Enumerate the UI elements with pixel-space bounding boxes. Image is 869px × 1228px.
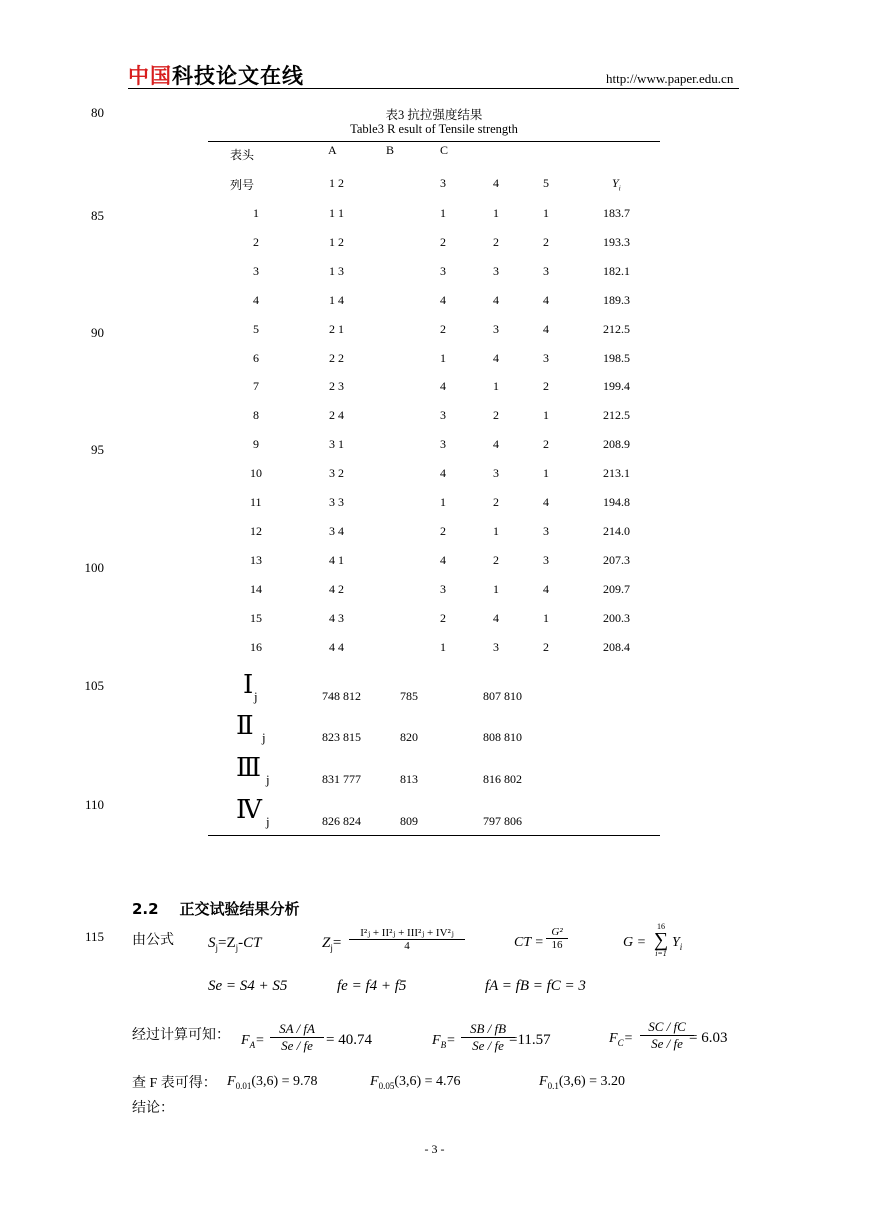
table-row-number: 4 — [253, 292, 259, 307]
table-cell: 3 3 — [329, 495, 344, 509]
table-cell: 3 — [493, 321, 499, 336]
formula-g-term: $Y_i$ — [672, 935, 683, 952]
table-row-number: 15 — [250, 610, 262, 625]
table-header-label: 表头 — [230, 148, 255, 162]
line-number: 110 — [84, 797, 104, 812]
table-cell: 4 3 — [329, 610, 344, 625]
formula-fabc: fA = fB = fC = 3 — [485, 978, 586, 994]
formula-g-sum: 16 ∑ i=1 — [653, 922, 669, 958]
table-top-rule — [208, 141, 660, 142]
table-cell: 1 — [440, 350, 446, 365]
table-cell: 2 — [493, 552, 499, 567]
table-cell: 1 — [440, 206, 446, 220]
formula-g-lhs: G = — [623, 935, 647, 950]
calc-fc-fraction: $\frac{SC / fC}{Se / fe}$ — [640, 1019, 694, 1052]
line-number: 100 — [84, 560, 104, 575]
table-cell: 2 — [543, 234, 549, 249]
calc-fa-value: = 40.74 — [326, 1032, 372, 1048]
table-cell: 4 — [493, 350, 499, 365]
table-cell: 194.8 — [603, 495, 630, 509]
sum-cell: 797 806 — [483, 814, 522, 828]
table-cell: 4 — [493, 437, 499, 452]
table-row-number: 12 — [250, 523, 262, 538]
table-cell: 4 — [493, 610, 499, 625]
sum-row-label: Ⅰ — [243, 670, 254, 700]
table-cell: 4 2 — [329, 581, 344, 596]
table-cell: 214.0 — [603, 523, 630, 538]
table-cell: 1 — [493, 581, 499, 596]
table-cell: 1 — [543, 408, 549, 423]
table-cell: 3 — [543, 350, 549, 365]
sum-row-subscript: j — [254, 689, 258, 704]
table-caption-cn: 表3 抗拉强度结果 — [385, 108, 483, 122]
table-cell: 182.1 — [603, 263, 630, 278]
line-number: 115 — [84, 929, 104, 944]
calc-fb-lhs: $F_B=$ — [432, 1033, 456, 1050]
table-cell: 207.3 — [603, 552, 630, 567]
table-cell: 193.3 — [603, 234, 630, 249]
table-cell: 2 — [493, 495, 499, 509]
table-cell: 2 — [493, 234, 499, 249]
line-number: 90 — [91, 325, 104, 340]
table-cell: 1 4 — [329, 292, 344, 307]
calc-fb-fraction: $\frac{SB / fB}{Se / fe}$ — [461, 1021, 515, 1054]
table-cell: 2 — [493, 408, 499, 423]
table-col-5: 5 — [543, 176, 549, 190]
table-col-12: 1 2 — [329, 176, 344, 190]
sum-row-subscript: j — [262, 730, 266, 745]
sum-row-subscript: j — [266, 772, 270, 787]
table-row-number: 13 — [250, 552, 262, 567]
sum-cell: 808 810 — [483, 730, 522, 744]
table-header-b: B — [386, 143, 395, 157]
site-logo — [128, 60, 304, 90]
table-cell: 212.5 — [603, 321, 630, 336]
sum-cell: 823 815 — [322, 730, 361, 744]
table-cell: 1 — [440, 495, 446, 509]
table-col-4: 4 — [493, 176, 499, 190]
table-cell: 4 — [543, 581, 549, 596]
table-cell: 4 — [543, 292, 549, 307]
table-cell: 2 2 — [329, 350, 344, 365]
table-header-c: C — [440, 143, 449, 157]
table-row-number: 3 — [253, 263, 259, 278]
table-row-number: 8 — [253, 408, 259, 423]
sum-cell: 816 802 — [483, 772, 522, 786]
table-cell: 4 — [543, 495, 549, 509]
sum-cell: 826 824 — [322, 814, 361, 828]
sum-cell: 820 — [400, 730, 418, 744]
sum-cell: 813 — [400, 772, 418, 786]
table-cell: 4 1 — [329, 552, 344, 567]
logo-text: 科技论文在线 — [172, 64, 304, 88]
sum-cell: 748 812 — [322, 689, 361, 703]
ftable-label: 查 F 表可得： — [132, 1076, 217, 1091]
line-number: 105 — [84, 678, 104, 693]
page-number: - 3 - — [424, 1142, 445, 1156]
table-cell: 3 1 — [329, 437, 344, 452]
table-row-number: 7 — [253, 379, 259, 394]
calc-fc-lhs: $F_C=$ — [609, 1031, 634, 1048]
table-cell: 2 1 — [329, 321, 344, 336]
ftable-f001: $F_{0.01}(3,6) = 9.78$ — [227, 1074, 318, 1091]
section-title: 正交试验结果分析 — [179, 900, 300, 918]
table-cell: 209.7 — [603, 581, 630, 596]
header-url[interactable]: http://www.paper.edu.cn — [606, 71, 734, 86]
table-cell: 3 2 — [329, 466, 344, 481]
calc-fc-value: = 6.03 — [689, 1030, 728, 1046]
sum-row-label: Ⅱ — [236, 711, 254, 741]
table-cell: 2 — [543, 379, 549, 394]
ftable-f01: $F_{0.1}(3,6) = 3.20$ — [539, 1074, 626, 1091]
table-cell: 183.7 — [603, 206, 630, 220]
table-cell: 2 4 — [329, 408, 344, 423]
table-row-number: 16 — [250, 639, 262, 654]
table-cell: 4 — [440, 379, 446, 394]
sum-cell: 785 — [400, 689, 418, 703]
table-cell: 1 — [493, 379, 499, 394]
table-cell: 2 — [440, 610, 446, 625]
table-header-a: A — [328, 143, 337, 157]
calc-label: 经过计算可知： — [132, 1028, 230, 1043]
table-cell: 3 — [440, 437, 446, 452]
formula-ct-fraction: $\frac{\text{G²}}{16}$ — [546, 926, 568, 951]
table-cell: 212.5 — [603, 408, 630, 423]
ftable-f005: $F_{0.05}(3,6) = 4.76$ — [370, 1074, 461, 1091]
calc-fa-fraction: $\frac{SA / fA}{Se / fe}$ — [270, 1021, 324, 1054]
line-number: 95 — [91, 442, 104, 457]
table-cell: 3 — [543, 552, 549, 567]
table-row-number: 2 — [253, 234, 259, 249]
table-cell: 213.1 — [603, 466, 630, 481]
table-cell: 198.5 — [603, 350, 630, 365]
logo-red-text: 中国 — [128, 64, 172, 88]
table-col-y: $Y_i$ — [612, 176, 621, 193]
table-cell: 1 — [543, 206, 549, 220]
formula-sj: $S_j=Z_j-CT$ — [208, 935, 262, 953]
sum-cell: 831 777 — [322, 772, 361, 786]
formula-zj-lhs: $Z_j=$ — [322, 935, 342, 953]
table-cell: 4 — [440, 552, 446, 567]
table-cell: 3 — [493, 263, 499, 278]
table-cell: 3 — [543, 263, 549, 278]
table-cell: 3 4 — [329, 523, 344, 538]
table-cell: 189.3 — [603, 292, 630, 307]
sum-cell: 807 810 — [483, 689, 522, 703]
table-column-label: 列号 — [230, 178, 255, 192]
table-cell: 1 — [493, 206, 499, 220]
header-rule — [128, 88, 739, 89]
sum-row-label: Ⅳ — [236, 795, 262, 825]
table-cell: 1 — [543, 610, 549, 625]
table-row-number: 14 — [250, 581, 262, 596]
table-cell: 200.3 — [603, 610, 630, 625]
table-cell: 4 — [543, 321, 549, 336]
table-cell: 3 — [440, 263, 446, 278]
table-row-number: 11 — [250, 495, 262, 509]
table-cell: 2 — [440, 321, 446, 336]
sum-row-label: Ⅲ — [236, 753, 262, 783]
line-number: 80 — [91, 105, 104, 120]
table-cell: 1 — [543, 466, 549, 481]
calc-fb-value: =11.57 — [509, 1032, 551, 1048]
sum-row-subscript: j — [266, 814, 270, 829]
table-row-number: 10 — [250, 466, 262, 481]
formula-fe: fe = f4 + f5 — [337, 978, 407, 994]
table-cell: 208.4 — [603, 639, 630, 654]
table-caption-en: Table3 R esult of Tensile strength — [350, 122, 518, 136]
table-cell: 199.4 — [603, 379, 630, 394]
formula-intro: 由公式 — [132, 933, 174, 948]
table-cell: 3 — [493, 639, 499, 654]
table-row-number: 9 — [253, 437, 259, 452]
table-cell: 2 — [440, 523, 446, 538]
table-row-number: 5 — [253, 321, 259, 336]
section-number: 2.2 — [132, 900, 159, 918]
table-cell: 1 1 — [329, 206, 344, 220]
table-col-3: 3 — [440, 176, 446, 190]
table-cell: 1 2 — [329, 234, 344, 249]
table-cell: 1 3 — [329, 263, 344, 278]
line-number: 85 — [91, 208, 104, 223]
table-cell: 2 — [543, 639, 549, 654]
formula-se: Se = S4 + S5 — [208, 978, 288, 994]
table-cell: 1 — [440, 639, 446, 654]
section-heading — [132, 898, 299, 919]
table-cell: 3 — [440, 408, 446, 423]
conclusion-label: 结论： — [132, 1101, 174, 1116]
table-cell: 3 — [493, 466, 499, 481]
table-row-number: 6 — [253, 350, 259, 365]
table-cell: 4 — [493, 292, 499, 307]
sum-cell: 809 — [400, 814, 418, 828]
table-cell: 1 — [493, 523, 499, 538]
table-bottom-rule — [208, 835, 660, 836]
table-cell: 4 4 — [329, 639, 344, 654]
table-cell: 3 — [440, 581, 446, 596]
table-cell: 208.9 — [603, 437, 630, 452]
table-cell: 2 — [440, 234, 446, 249]
table-cell: 4 — [440, 466, 446, 481]
table-cell: 2 — [543, 437, 549, 452]
table-cell: 2 3 — [329, 379, 344, 394]
formula-zj-fraction: I²ⱼ + II²ⱼ + III²ⱼ + IV²ⱼ 4 — [349, 926, 465, 952]
calc-fa-lhs: $F_A=$ — [241, 1033, 265, 1050]
table-cell: 3 — [543, 523, 549, 538]
table-row-number: 1 — [253, 206, 259, 220]
table-cell: 4 — [440, 292, 446, 307]
formula-ct-lhs: CT = — [514, 935, 544, 950]
